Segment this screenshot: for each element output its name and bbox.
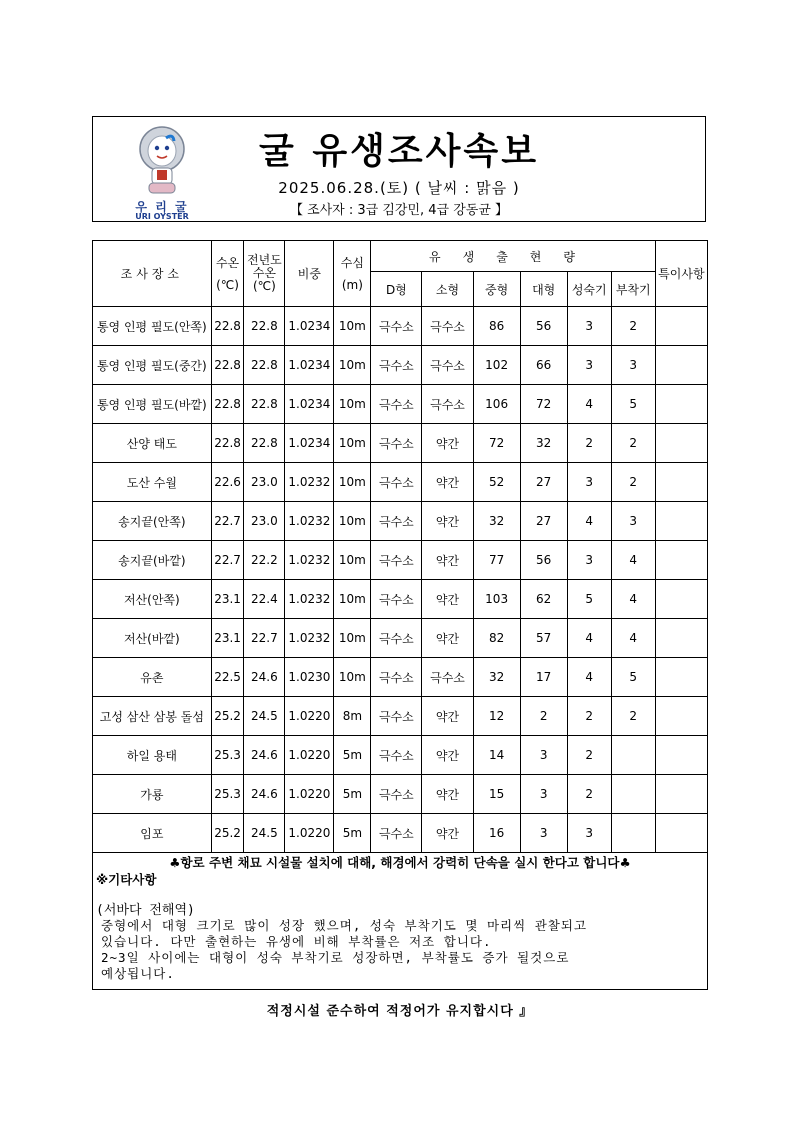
cell-mature: 2 bbox=[567, 697, 611, 736]
cell-large: 3 bbox=[520, 814, 567, 853]
table-row bbox=[93, 424, 708, 463]
cell-large: 56 bbox=[520, 307, 567, 346]
cell-depth: 10m bbox=[334, 541, 371, 580]
table-row bbox=[93, 502, 708, 541]
table-row bbox=[93, 580, 708, 619]
cell-gravity: 1.0220 bbox=[285, 736, 334, 775]
cell-water-temp: 22.7 bbox=[211, 541, 244, 580]
cell-note bbox=[655, 619, 707, 658]
cell-location: 통영 인평 필도(중간) bbox=[93, 346, 212, 385]
cell-note bbox=[655, 658, 707, 697]
header-d-type: D형 bbox=[371, 272, 422, 307]
cell-medium: 15 bbox=[473, 775, 520, 814]
cell-small: 약간 bbox=[422, 463, 473, 502]
cell-note bbox=[655, 697, 707, 736]
cell-medium: 16 bbox=[473, 814, 520, 853]
cell-water-temp: 22.5 bbox=[211, 658, 244, 697]
cell-mature: 3 bbox=[567, 463, 611, 502]
cell-mature: 2 bbox=[567, 424, 611, 463]
cell-d-type: 극수소 bbox=[371, 658, 422, 697]
cell-note bbox=[655, 541, 707, 580]
cell-large: 32 bbox=[520, 424, 567, 463]
cell-location: 가룡 bbox=[93, 775, 212, 814]
table-row bbox=[93, 619, 708, 658]
cell-gravity: 1.0230 bbox=[285, 658, 334, 697]
cell-attach: 4 bbox=[611, 541, 655, 580]
table-row bbox=[93, 463, 708, 502]
cell-large: 62 bbox=[520, 580, 567, 619]
cell-small: 약간 bbox=[422, 775, 473, 814]
header-gravity: 비중 bbox=[285, 241, 334, 307]
cell-large: 66 bbox=[520, 346, 567, 385]
cell-note bbox=[655, 346, 707, 385]
cell-location: 유촌 bbox=[93, 658, 212, 697]
cell-small: 극수소 bbox=[422, 385, 473, 424]
cell-water-temp: 22.8 bbox=[211, 424, 244, 463]
cell-note bbox=[655, 775, 707, 814]
cell-location: 고성 삼산 삼봉 돌섬 bbox=[93, 697, 212, 736]
cell-d-type: 극수소 bbox=[371, 307, 422, 346]
cell-small: 극수소 bbox=[422, 658, 473, 697]
cell-location: 도산 수월 bbox=[93, 463, 212, 502]
cell-prev-temp: 22.8 bbox=[244, 385, 285, 424]
cell-prev-temp: 23.0 bbox=[244, 502, 285, 541]
cell-water-temp: 22.8 bbox=[211, 307, 244, 346]
cell-depth: 10m bbox=[334, 346, 371, 385]
cell-note bbox=[655, 385, 707, 424]
cell-medium: 102 bbox=[473, 346, 520, 385]
header-special-note: 특이사항 bbox=[655, 241, 707, 307]
cell-mature: 2 bbox=[567, 736, 611, 775]
cell-small: 약간 bbox=[422, 814, 473, 853]
table-row bbox=[93, 697, 708, 736]
other-notes-label: ※기타사항 bbox=[96, 872, 157, 887]
cell-prev-temp: 22.7 bbox=[244, 619, 285, 658]
cell-medium: 12 bbox=[473, 697, 520, 736]
cell-small: 극수소 bbox=[422, 307, 473, 346]
cell-large: 72 bbox=[520, 385, 567, 424]
cell-mature: 4 bbox=[567, 658, 611, 697]
cell-depth: 10m bbox=[334, 502, 371, 541]
header-attach: 부착기 bbox=[611, 272, 655, 307]
header-location: 조사장소 bbox=[93, 241, 212, 307]
cell-attach: 2 bbox=[611, 697, 655, 736]
region-label: (서바다 전해역) bbox=[96, 903, 195, 918]
cell-water-temp: 22.8 bbox=[211, 346, 244, 385]
larvae-survey-table bbox=[92, 240, 708, 853]
cell-location: 통영 인평 필도(바깥) bbox=[93, 385, 212, 424]
cell-prev-temp: 23.0 bbox=[244, 463, 285, 502]
cell-water-temp: 25.2 bbox=[211, 814, 244, 853]
cell-medium: 82 bbox=[473, 619, 520, 658]
cell-water-temp: 22.6 bbox=[211, 463, 244, 502]
cell-depth: 10m bbox=[334, 424, 371, 463]
note-line: 2~3일 사이에는 대형이 성숙 부착기로 성장하면, 부착률도 증가 될것으로 bbox=[101, 950, 570, 965]
cell-gravity: 1.0232 bbox=[285, 580, 334, 619]
cell-medium: 77 bbox=[473, 541, 520, 580]
cell-depth: 5m bbox=[334, 814, 371, 853]
cell-large: 57 bbox=[520, 619, 567, 658]
cell-water-temp: 25.3 bbox=[211, 736, 244, 775]
cell-medium: 52 bbox=[473, 463, 520, 502]
cell-mature: 4 bbox=[567, 385, 611, 424]
cell-prev-temp: 22.8 bbox=[244, 346, 285, 385]
cell-note bbox=[655, 736, 707, 775]
cell-note bbox=[655, 502, 707, 541]
cell-mature: 2 bbox=[567, 775, 611, 814]
cell-prev-temp: 24.6 bbox=[244, 736, 285, 775]
cell-prev-temp: 24.6 bbox=[244, 775, 285, 814]
cell-depth: 10m bbox=[334, 463, 371, 502]
cell-attach: 2 bbox=[611, 424, 655, 463]
report-header bbox=[92, 116, 706, 222]
date-weather-line: 2025.06.28.(토) ( 날씨 : 맑음 ) bbox=[278, 179, 520, 197]
cell-large: 3 bbox=[520, 775, 567, 814]
cell-small: 약간 bbox=[422, 619, 473, 658]
cell-mature: 3 bbox=[567, 307, 611, 346]
footer-slogan: 적정시설 준수하여 적정어가 유지합시다 』 bbox=[266, 1004, 534, 1019]
cell-gravity: 1.0234 bbox=[285, 424, 334, 463]
cell-gravity: 1.0232 bbox=[285, 619, 334, 658]
cell-depth: 8m bbox=[334, 697, 371, 736]
header-water-temp: 수온(℃) bbox=[211, 241, 244, 307]
cell-attach bbox=[611, 775, 655, 814]
cell-location: 하일 용태 bbox=[93, 736, 212, 775]
header-medium: 중형 bbox=[473, 272, 520, 307]
cell-attach: 2 bbox=[611, 463, 655, 502]
note-line: 예상됩니다. bbox=[101, 966, 175, 981]
cell-gravity: 1.0232 bbox=[285, 463, 334, 502]
cell-medium: 72 bbox=[473, 424, 520, 463]
cell-depth: 5m bbox=[334, 736, 371, 775]
logo-subtitle: URI OYSTER bbox=[135, 212, 189, 221]
cell-attach: 3 bbox=[611, 346, 655, 385]
cell-note bbox=[655, 307, 707, 346]
enforcement-warning: ♣항로 주변 채묘 시설물 설치에 대해, 해경에서 강력히 단속을 실시 한다고 합니다♣ bbox=[169, 855, 631, 870]
cell-depth: 10m bbox=[334, 307, 371, 346]
header-depth: 수심(m) bbox=[334, 241, 371, 307]
cell-d-type: 극수소 bbox=[371, 502, 422, 541]
cell-water-temp: 25.2 bbox=[211, 697, 244, 736]
cell-location: 저산(안쪽) bbox=[93, 580, 212, 619]
note-line: 있습니다. 다만 출현하는 유생에 비해 부착률은 저조 합니다. bbox=[101, 934, 492, 949]
cell-prev-temp: 24.5 bbox=[244, 697, 285, 736]
cell-prev-temp: 22.4 bbox=[244, 580, 285, 619]
cell-depth: 10m bbox=[334, 658, 371, 697]
header-prev-temp: 전년도수온(℃) bbox=[244, 241, 285, 307]
surveyor-line: 【 조사자 : 3급 김강민, 4급 강동균 】 bbox=[289, 203, 509, 218]
cell-d-type: 극수소 bbox=[371, 385, 422, 424]
cell-gravity: 1.0234 bbox=[285, 307, 334, 346]
cell-large: 17 bbox=[520, 658, 567, 697]
cell-location: 송지끝(안쪽) bbox=[93, 502, 212, 541]
cell-water-temp: 23.1 bbox=[211, 580, 244, 619]
cell-d-type: 극수소 bbox=[371, 580, 422, 619]
cell-small: 약간 bbox=[422, 424, 473, 463]
cell-prev-temp: 22.8 bbox=[244, 307, 285, 346]
cell-d-type: 극수소 bbox=[371, 736, 422, 775]
cell-small: 약간 bbox=[422, 502, 473, 541]
cell-location: 산양 태도 bbox=[93, 424, 212, 463]
cell-large: 27 bbox=[520, 463, 567, 502]
cell-large: 56 bbox=[520, 541, 567, 580]
cell-attach: 5 bbox=[611, 385, 655, 424]
cell-medium: 32 bbox=[473, 502, 520, 541]
cell-medium: 103 bbox=[473, 580, 520, 619]
table-row bbox=[93, 385, 708, 424]
table-row bbox=[93, 658, 708, 697]
cell-water-temp: 25.3 bbox=[211, 775, 244, 814]
cell-medium: 14 bbox=[473, 736, 520, 775]
cell-depth: 10m bbox=[334, 580, 371, 619]
page-title: 굴 유생조사속보 bbox=[259, 131, 539, 172]
cell-note bbox=[655, 463, 707, 502]
cell-gravity: 1.0232 bbox=[285, 502, 334, 541]
cell-note bbox=[655, 814, 707, 853]
cell-location: 통영 인평 필도(안쪽) bbox=[93, 307, 212, 346]
cell-depth: 5m bbox=[334, 775, 371, 814]
cell-depth: 10m bbox=[334, 619, 371, 658]
cell-mature: 3 bbox=[567, 814, 611, 853]
cell-attach: 5 bbox=[611, 658, 655, 697]
header-large: 대형 bbox=[520, 272, 567, 307]
cell-mature: 5 bbox=[567, 580, 611, 619]
cell-depth: 10m bbox=[334, 385, 371, 424]
cell-gravity: 1.0220 bbox=[285, 697, 334, 736]
cell-large: 27 bbox=[520, 502, 567, 541]
cell-attach: 2 bbox=[611, 307, 655, 346]
cell-location: 송지끝(바깥) bbox=[93, 541, 212, 580]
cell-medium: 106 bbox=[473, 385, 520, 424]
notes-box bbox=[92, 853, 708, 990]
cell-mature: 3 bbox=[567, 346, 611, 385]
cell-d-type: 극수소 bbox=[371, 619, 422, 658]
header-small: 소형 bbox=[422, 272, 473, 307]
note-line: 중형에서 대형 크기로 많이 성장 했으며, 성숙 부착기도 몇 마리씩 관찰되고 bbox=[101, 918, 588, 933]
cell-mature: 3 bbox=[567, 541, 611, 580]
table-row bbox=[93, 346, 708, 385]
cell-medium: 32 bbox=[473, 658, 520, 697]
cell-d-type: 극수소 bbox=[371, 775, 422, 814]
logo-name: 우 리 굴 bbox=[135, 200, 189, 214]
cell-location: 임포 bbox=[93, 814, 212, 853]
cell-mature: 4 bbox=[567, 619, 611, 658]
cell-d-type: 극수소 bbox=[371, 424, 422, 463]
cell-small: 약간 bbox=[422, 736, 473, 775]
cell-water-temp: 23.1 bbox=[211, 619, 244, 658]
cell-gravity: 1.0232 bbox=[285, 541, 334, 580]
cell-attach: 4 bbox=[611, 580, 655, 619]
cell-small: 극수소 bbox=[422, 346, 473, 385]
cell-location: 저산(바깥) bbox=[93, 619, 212, 658]
cell-d-type: 극수소 bbox=[371, 346, 422, 385]
table-row bbox=[93, 541, 708, 580]
cell-water-temp: 22.7 bbox=[211, 502, 244, 541]
header-larvae-yield: 유생출현량 bbox=[371, 241, 655, 272]
cell-attach: 3 bbox=[611, 502, 655, 541]
cell-prev-temp: 24.6 bbox=[244, 658, 285, 697]
cell-attach: 4 bbox=[611, 619, 655, 658]
cell-large: 3 bbox=[520, 736, 567, 775]
cell-d-type: 극수소 bbox=[371, 814, 422, 853]
cell-medium: 86 bbox=[473, 307, 520, 346]
cell-water-temp: 22.8 bbox=[211, 385, 244, 424]
cell-note bbox=[655, 580, 707, 619]
cell-attach bbox=[611, 736, 655, 775]
cell-large: 2 bbox=[520, 697, 567, 736]
cell-prev-temp: 22.2 bbox=[244, 541, 285, 580]
cell-gravity: 1.0220 bbox=[285, 775, 334, 814]
cell-small: 약간 bbox=[422, 580, 473, 619]
table-row bbox=[93, 307, 708, 346]
table-row bbox=[93, 736, 708, 775]
cell-d-type: 극수소 bbox=[371, 463, 422, 502]
cell-small: 약간 bbox=[422, 697, 473, 736]
cell-prev-temp: 22.8 bbox=[244, 424, 285, 463]
header-mature: 성숙기 bbox=[567, 272, 611, 307]
cell-attach bbox=[611, 814, 655, 853]
cell-d-type: 극수소 bbox=[371, 697, 422, 736]
cell-mature: 4 bbox=[567, 502, 611, 541]
cell-note bbox=[655, 424, 707, 463]
table-row bbox=[93, 814, 708, 853]
cell-prev-temp: 24.5 bbox=[244, 814, 285, 853]
table-row bbox=[93, 775, 708, 814]
cell-gravity: 1.0220 bbox=[285, 814, 334, 853]
cell-d-type: 극수소 bbox=[371, 541, 422, 580]
cell-gravity: 1.0234 bbox=[285, 385, 334, 424]
table-header-row bbox=[93, 241, 708, 272]
cell-small: 약간 bbox=[422, 541, 473, 580]
cell-gravity: 1.0234 bbox=[285, 346, 334, 385]
